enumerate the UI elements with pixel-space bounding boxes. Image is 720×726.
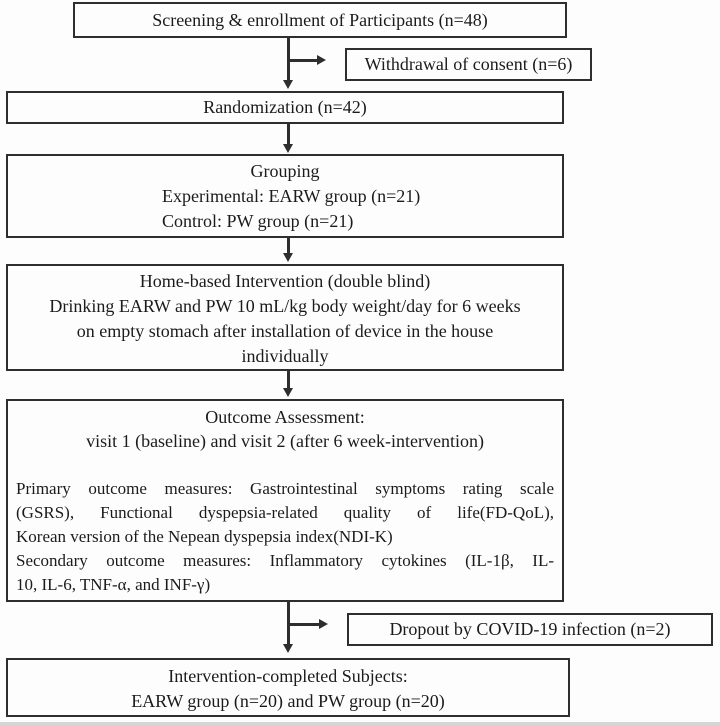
- flow-connector-intervention: [287, 371, 290, 389]
- dropout-box: [347, 613, 713, 646]
- withdrawal-label: Withdrawal of consent (n=6): [364, 54, 573, 74]
- completed-line: EARW group (n=20) and PW group (n=20): [131, 691, 445, 711]
- flow-branch-dropout: [288, 623, 319, 626]
- grouping-items: [8, 184, 562, 234]
- intervention-line: on empty stomach after installation of device in the house: [76, 321, 494, 341]
- arrow-right-icon: [317, 55, 326, 65]
- outcome-body-line: 10, IL-6, TNF-α, and INF-γ): [16, 575, 211, 594]
- intervention-line: individually: [241, 346, 329, 366]
- completed-line: Intervention-completed Subjects:: [168, 666, 408, 686]
- arrow-right-icon: [319, 619, 328, 629]
- grouping-box: [6, 154, 564, 238]
- flow-connector-grouping: [287, 238, 290, 254]
- outcome-body: [16, 477, 554, 597]
- page-edge-artifact: [0, 722, 720, 726]
- outcome-body-line: Korean version of the Nepean dyspepsia index(NDI-K): [16, 527, 393, 546]
- outcome-box: [6, 399, 564, 602]
- intervention-line: Home-based Intervention (double blind): [139, 271, 431, 291]
- flow-connector-randomization: [287, 124, 290, 145]
- arrow-down-icon: [283, 388, 293, 397]
- randomization-box: [6, 91, 564, 124]
- screening-box: [73, 2, 567, 38]
- arrow-down-icon: [283, 144, 293, 153]
- blank-line: [16, 453, 554, 477]
- grouping-title: Grouping: [250, 161, 320, 181]
- outcome-body-line: Secondary outcome measures: Inflammatory cytokines (IL-1β, IL-: [16, 551, 554, 570]
- outcome-title: Outcome Assessment:: [205, 407, 365, 427]
- flow-branch-withdrawal: [288, 59, 318, 62]
- outcome-subtitle: visit 1 (baseline) and visit 2 (after 6 week-intervention): [86, 431, 484, 451]
- withdrawal-box: [345, 48, 592, 81]
- grouping-item: Control: PW group (n=21): [162, 211, 354, 231]
- arrow-down-icon: [283, 644, 293, 653]
- arrow-down-icon: [283, 253, 293, 262]
- outcome-body-line: (GSRS), Functional dyspepsia-related quality of life(FD-QoL),: [16, 503, 554, 522]
- intervention-line: Drinking EARW and PW 10 mL/kg body weight/day for 6 weeks: [49, 296, 521, 316]
- dropout-label: Dropout by COVID-19 infection (n=2): [389, 619, 671, 639]
- arrow-down-icon: [283, 80, 293, 89]
- grouping-item: Experimental: EARW group (n=21): [162, 186, 421, 206]
- completed-box: [6, 658, 570, 717]
- randomization-label: Randomization (n=42): [203, 97, 367, 117]
- intervention-box: [6, 264, 564, 371]
- outcome-body-line: Primary outcome measures: Gastrointestinal symptoms rating scale: [16, 479, 554, 498]
- screening-label: Screening & enrollment of Participants (n=48): [152, 9, 488, 30]
